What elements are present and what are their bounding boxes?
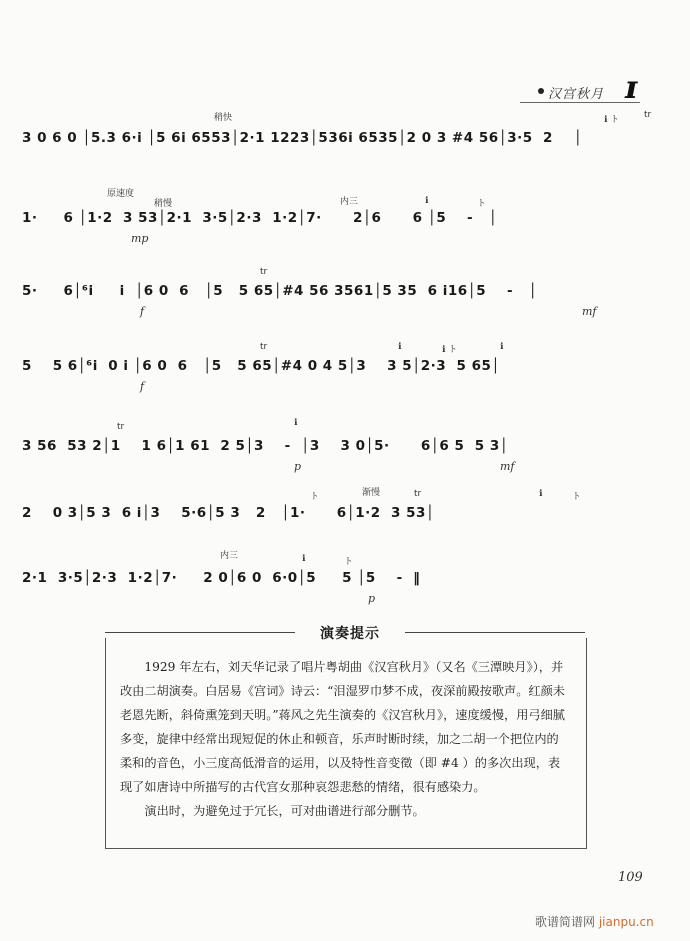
performance-mark: 内三 [340, 197, 359, 207]
title-rule-right [405, 632, 585, 633]
performance-mark: ト [572, 492, 582, 502]
notes-paragraph-1: 1929 年左右，刘天华记录了唱片粤胡曲《汉宫秋月》（又名《三潭映月》），并改由二胡演奏。白居易《宫词》诗云：“泪湿罗巾梦不成，夜深前殿按歌声。红颜未老恩先断，斜倚熏笼到天明。”蒋风之先生演奏的《汉宫秋月》，速度缓慢，用弓细腻多变，旋律中经常出现短促的休止和顿音，乐声时断时续，加之二胡一个把位内的柔和的音色，小三度高低滑音的运用，以及特性音变徵（即 #4 ）的多次出现，表现了如唐诗中所描写的古代宫女那种哀怨悲愁的情绪，很有感染力。 [120, 660, 565, 794]
performance-mark: ℹ ト [604, 115, 620, 125]
performance-mark: ℹ [294, 418, 298, 428]
title-rule-left [105, 632, 295, 633]
score-line [22, 189, 662, 245]
performance-mark: ト [310, 492, 320, 502]
dynamic-marking: p [368, 592, 376, 605]
notes-paragraph-2: 演出时，为避免过于冗长，可对曲谱进行部分删节。 [144, 804, 425, 818]
performance-mark: tr [644, 110, 652, 120]
performance-mark: tr [117, 422, 125, 432]
score-line [22, 110, 662, 150]
performance-mark: ℹ [302, 554, 306, 564]
dynamic-marking: p [294, 460, 302, 473]
score-line [22, 485, 662, 525]
dynamic-marking: f [140, 380, 145, 393]
page-number: 109 [618, 870, 643, 885]
book-logo-icon: ɪ [625, 68, 638, 106]
bullet-icon [538, 88, 544, 94]
notes: 5 5 6│⁶i 0 i │6 0 6 │5 5 65│#4 0 4 5│3 3 5│2·3 5 65│ [22, 358, 501, 374]
watermark-site-name: 歌谱简谱网 [535, 915, 596, 929]
performance-mark: ト [477, 199, 487, 209]
score-line [22, 418, 662, 473]
notes: 1· 6 │1·2 3 53│2·1 3·5│2·3 1·2│7· 2│6 6 │5 - │ [22, 210, 498, 226]
performance-mark: 原速度 [107, 189, 135, 199]
section-title: 汉宫秋月 [548, 87, 605, 102]
performance-mark: 内三 [220, 551, 239, 561]
notes: 5· 6│⁶i i │6 0 6 │5 5 65│#4 56 3561│5 35 6 i16│5 - │ [22, 283, 538, 299]
score-line [22, 263, 662, 318]
performance-mark: ℹ ト [442, 345, 458, 355]
dynamic-marking: mf [500, 460, 515, 473]
performance-mark: ℹ [398, 342, 402, 352]
performance-mark: 渐慢 [362, 488, 381, 498]
box-title: 演奏提示 [320, 626, 380, 642]
section-title-tag [520, 82, 640, 103]
performance-mark: tr [260, 342, 268, 352]
score-line [22, 550, 662, 605]
notes: 3 56 53 2│1 1 6│1 61 2 5│3 - │3 3 0│5· 6│6 5 5 3│ [22, 438, 509, 454]
performance-mark: tr [414, 489, 422, 499]
notes: 3 0 6 0 │5.3 6·i │5 6i 6553│2·1 1223│536i 6535│2 0 3 #4 56│3·5 2 │ [22, 130, 583, 146]
dynamic-marking: f [140, 305, 145, 318]
performance-mark: ト [344, 557, 354, 567]
performance-mark: tr [260, 267, 268, 277]
performance-mark: 稍慢 [154, 199, 173, 209]
dynamic-marking: mp [131, 232, 149, 245]
performance-mark: 稍快 [214, 113, 233, 123]
score-line [22, 338, 662, 393]
watermark [535, 913, 654, 930]
notes: 2·1 3·5│2·3 1·2│7· 2 0│6 0 6·0│5 5 │5 - ‖ [22, 570, 421, 586]
performance-mark: ℹ [539, 489, 543, 499]
performance-mark: ℹ [425, 196, 429, 206]
watermark-url: jianpu.cn [598, 915, 654, 929]
dynamic-marking: mf [582, 305, 597, 318]
notes: 2 0 3│5 3 6 i│3 5·6│5 3 2 │1· 6│1·2 3 53│ [22, 505, 435, 521]
performance-mark: ℹ [500, 342, 504, 352]
